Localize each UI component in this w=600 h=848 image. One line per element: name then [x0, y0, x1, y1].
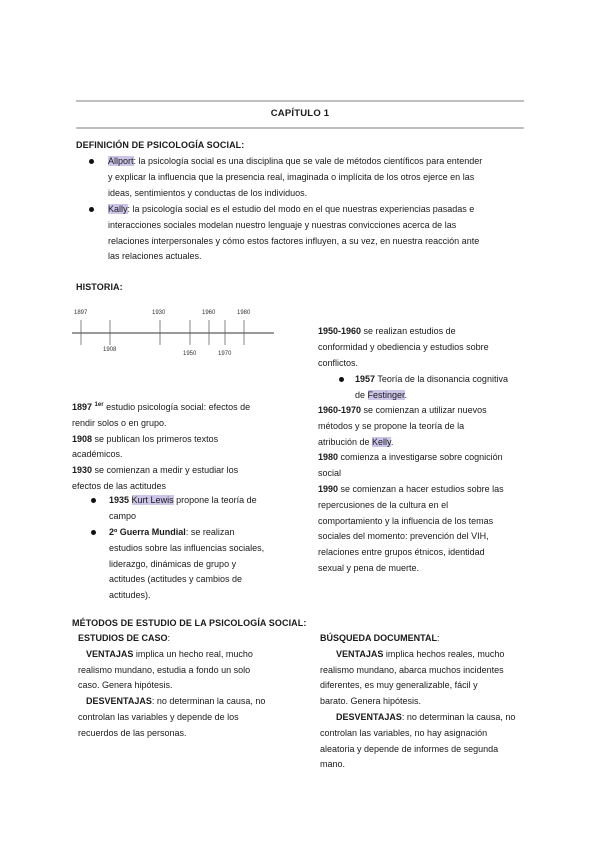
busqueda-documental: BÚSQUEDA DOCUMENTAL: VENTAJAS implica hechos reales, mucho realismo mundano, abarca muchos incidentes diferentes, es muy generalizable, fácil y barato. Genera hipótesis. DESVENTAJAS: no determinan la causa, no controlan las variables, no hay asignación aleatoria y depende de informes de segunda mano.	[320, 633, 516, 770]
bullet-dot	[91, 530, 96, 535]
historia-right-column-a: 1950-1960 se realizan estudios de conformidad y obediencia y estudios sobre conflictos.	[318, 326, 489, 368]
estudios-caso: ESTUDIOS DE CASO: VENTAJAS implica un hecho real, mucho realismo mundano, estudia a fondo un solo caso. Genera hipótesis. DESVENTAJAS: no determinan la causa, no controlan las variables y depende de los recuerdos de las personas.	[78, 633, 266, 738]
bullet-dot	[91, 498, 96, 503]
tick-label: 1950	[183, 351, 197, 357]
tick-label: 1908	[103, 347, 117, 353]
historia-left-column: 1897 $^{1er}$ estudio psicología social: efectos de rendir solos o en grupo. 1908 se publican los primeros textos académicos. 1930 se comienzan a medir y estudiar los efectos de las actitudes	[72, 402, 251, 491]
festinger-highlight: Festinger	[367, 389, 405, 400]
guerra-item: 2º Guerra Mundial: se realizan estudios sobre las influencias sociales, liderazgo, dinámicas de grupo y actitudes (actitudes y cambios de actitudes).	[109, 527, 265, 601]
bullet-dot	[339, 377, 344, 382]
metodos-heading: MÉTODOS DE ESTUDIO DE LA PSICOLOGÍA SOCIAL:	[72, 618, 307, 628]
tick-label: 1980	[237, 310, 251, 316]
kally-definition: Kally: la psicología social es el estudio del modo en el que nuestras experiencias pasadas e interacciones sociales modelan nuestro lenguaje y nuestras convicciones acerca de las relaciones interpersonales y cómo estos factores influyen, a su vez, en nuestra reacción ante las relaciones actuales.	[108, 204, 480, 262]
kelly-highlight: Kelly	[372, 436, 391, 447]
tick-label: 1970	[218, 351, 232, 357]
top-rule	[76, 100, 524, 102]
bullet-dot	[89, 159, 94, 164]
festinger-item: 1957 Teoría de la disonancia cognitiva de Festinger.	[355, 374, 508, 400]
definicion-heading: DEFINICIÓN DE PSICOLOGÍA SOCIAL:	[76, 140, 245, 150]
allport-definition: Allport: la psicología social es una disciplina que se vale de métodos científicos para entender y explicar la influencia que la presencia real, imaginada o implícita de los otros ejerce en las ideas, sentimientos y conductas de los individuos.	[108, 156, 483, 198]
bottom-rule	[76, 127, 524, 129]
allport-highlight: Allport	[108, 156, 134, 166]
tick-label: 1897	[74, 310, 88, 316]
historia-heading: HISTORIA:	[76, 282, 123, 292]
lewis-item: 1935 Kurt Lewis propone la teoría de campo	[109, 495, 257, 521]
tick-label: 1930	[152, 310, 166, 316]
timeline	[72, 305, 278, 365]
tick-label: 1960	[202, 310, 216, 316]
lewis-highlight: Kurt Lewis	[131, 495, 174, 505]
kally-highlight: Kally	[108, 204, 128, 214]
chapter-title: CAPÍTULO 1	[270, 108, 330, 119]
bullet-dot	[89, 207, 94, 212]
historia-right-column-b: 1960-1970 se comienzan a utilizar nuevos métodos y se propone la teoría de la atribución de Kelly. 1980 comienza a investigarse sobre cognición social 1990 se comienzan a hacer estudios sobre las repercusiones de la cultura en el comportamiento y la influencia de los temas sociales del momento: prevención del VIH, relaciones entre grupos étnicos, identidad sexual y pena de muerte.	[318, 405, 504, 573]
